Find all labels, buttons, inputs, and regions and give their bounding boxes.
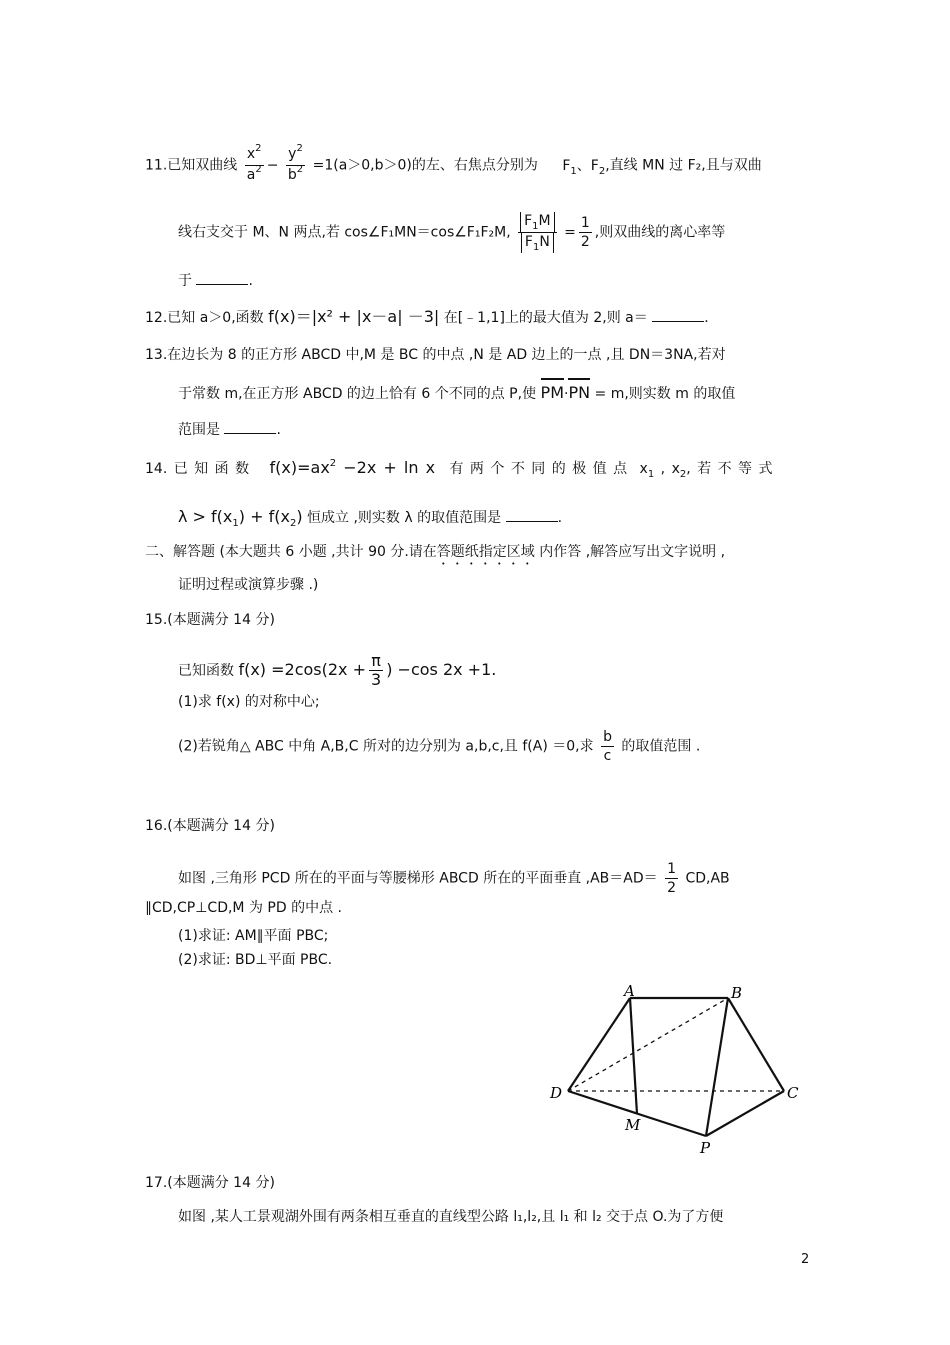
figure-dashed-edges — [568, 998, 784, 1091]
figure-solid-edges — [568, 998, 784, 1136]
q16-p2: (2)求证: BD⊥平面 PBC. — [178, 952, 333, 968]
q14-line1: 14. 已 知 函 数 $f(x)=ax^2 -2x + \ln x$ 有 两 个 不 同 的 极 值 点 $x_1$ , $x_2$, 若 不 等 式 — [145, 458, 773, 480]
q15-p1: (1)求 f(x) 的对称中心; — [178, 694, 320, 710]
q14-line1-b: 有 两 个 不 同 的 极 值 点 — [449, 461, 628, 477]
q11-line1: 11.已知双曲线 $\frac{x^2}{a^2}$ − $\frac{y^2}{b^2}$ =1(a＞0,b＞0)的左、右焦点分别为 $F_1$、$F_2$,直线 MN 过 F₂,且与双曲 — [145, 145, 762, 186]
q14-answer-blank — [506, 507, 558, 522]
q15-func: f(x) =2cos(2x + $\frac{\pi}{3}$ ) −cos 2x +1. — [238, 651, 497, 689]
q15-p2-a: (2)若锐角△ ABC 中角 A,B,C 所对的边分别为 a,b,c,且 f(A) ＝0,求 — [178, 738, 594, 755]
q16-figure — [540, 978, 820, 1163]
q12-rest: 在[﹣1,1]上的最大值为 2,则 a＝ — [443, 310, 648, 326]
label-a: A — [624, 982, 635, 1000]
edge-pc — [706, 1091, 784, 1136]
q13-line1: 13.在边长为 8 的正方形 ABCD 中,M 是 BC 的中点 ,N 是 AD 边上的一点 ,且 DN＝3NA,若对 — [145, 347, 726, 363]
q11-cond: (a＞0,b＞0)的左、右焦点分别为 — [333, 157, 538, 174]
q14-line2: $\lambda > f(x_1) + f(x_2)$ 恒成立 ,则实数 λ 的取值范围是 . — [178, 507, 563, 529]
edge-ad — [568, 998, 630, 1091]
q11-frac-y: $\frac{y^2}{b^2}$ — [287, 143, 304, 183]
q11-prefix: 11.已知双曲线 — [145, 157, 238, 174]
q12-prefix: 12.已知 a＞0,函数 — [145, 310, 264, 326]
label-p: P — [700, 1139, 711, 1157]
q14-line1-c: , 若 不 等 式 — [686, 461, 773, 477]
label-m: M — [625, 1116, 641, 1134]
q14-ineq: $\lambda > f(x_1) + f(x_2)$ — [178, 507, 303, 529]
q16-head: 16.(本题满分 14 分) — [145, 818, 275, 834]
q12-line: 12.已知 a＞0,函数 f(x)＝|x² + |x－a| －3| 在[﹣1,1]上的最大值为 2,则 a＝ . — [145, 307, 709, 326]
q11-line2-a: 线右支交于 M、N 两点,若 — [178, 224, 340, 241]
edge-bc — [728, 998, 784, 1091]
q11-half: $\frac{1}{2}$ — [580, 215, 590, 250]
q14-line2-b: 恒成立 ,则实数 λ 的取值范围是 — [307, 510, 502, 526]
sec2-line1-a: 二、解答题 (本大题共 6 小题 ,共计 90 分.请在 — [145, 544, 437, 560]
q11-line2: 线右支交于 M、N 两点,若 cos∠F₁MN＝cos∠F₁F₂M, $\frac{F_1M}{F_1N}$ = $\frac{1}{2}$ ,则双曲线的离心率等 — [178, 213, 726, 253]
q11-mid: 直线 MN 过 F₂,且与双曲 — [609, 157, 762, 174]
sec2-line1-b: 内作答 ,解答应写出文字说明 , — [539, 544, 726, 560]
q11-line2-b: cos∠F₁MN＝cos∠F₁F₂M, — [344, 224, 511, 241]
q13-line2: 于常数 m,在正方形 ABCD 的边上恰有 6 个不同的点 P,使 PM·PN = m,则实数 m 的取值 — [178, 383, 736, 402]
q11-ratio: $\frac{F_1M}{F_1N}$ — [518, 212, 557, 253]
q16-line1-a: 如图 ,三角形 PCD 所在的平面与等腰梯形 ABCD 所在的平面垂直 ,AB＝AD＝ — [178, 870, 658, 887]
edge-am — [630, 998, 637, 1114]
q14-func: $f(x)=ax^2 -2x + \ln x$ — [269, 458, 436, 477]
q16-line2: ∥CD,CP⊥CD,M 为 PD 的中点 . — [145, 900, 342, 916]
q12-answer-blank — [652, 307, 704, 322]
q16-line1 — [178, 860, 730, 897]
q15-frac-bc: $\frac{b}{c}$ — [603, 729, 612, 764]
label-b: B — [731, 984, 743, 1002]
edge-db-dashed — [568, 998, 728, 1091]
sec2-line2: 证明过程或演算步骤 .) — [178, 577, 319, 593]
q15-p2 — [178, 728, 700, 765]
sec2-line1 — [145, 542, 725, 568]
q13-vec-pn: PN — [568, 383, 591, 402]
q13-answer-blank — [224, 419, 276, 434]
q11-line2-c: ,则双曲线的离心率等 — [594, 224, 726, 241]
page-number: 2 — [801, 1252, 810, 1267]
q11-line3-text: 于 — [178, 273, 192, 289]
sec2-line1-dotted: 答题纸指定区域 — [436, 544, 535, 560]
q13-line2-b: ,则实数 m 的取值 — [624, 386, 736, 402]
q11-frac-x: $\frac{x^2}{a^2}$ — [246, 143, 262, 183]
edge-bp — [706, 998, 728, 1136]
q14-line1-a: 14. 已 知 函 数 — [145, 461, 250, 477]
q15-intro-text: 已知函数 — [178, 663, 234, 679]
q13-line2-a: 于常数 m,在正方形 ABCD 的边上恰有 6 个不同的点 P,使 — [178, 386, 537, 402]
q13-line3-text: 范围是 — [178, 422, 220, 438]
q11-answer-blank — [196, 270, 248, 285]
q13-line3: 范围是 . — [178, 419, 281, 440]
q16-line1-b: CD,AB — [685, 870, 730, 887]
label-c: C — [787, 1084, 799, 1102]
q12-func: f(x)＝|x² + |x－a| －3| — [268, 307, 440, 326]
q11-line3: 于 . — [178, 270, 253, 291]
q16-half: $\frac{1}{2}$ — [667, 861, 677, 896]
label-d: D — [550, 1084, 563, 1102]
q16-p1: (1)求证: AM∥平面 PBC; — [178, 928, 329, 944]
q17-head: 17.(本题满分 14 分) — [145, 1175, 275, 1191]
q15-p2-b: 的取值范围 . — [621, 738, 701, 755]
q17-line1: 如图 ,某人工景观湖外围有两条相互垂直的直线型公路 l₁,l₂,且 l₁ 和 l₂ 交于点 O.为了方便 — [178, 1209, 724, 1225]
q15-intro — [178, 652, 496, 689]
q13-vec-pm: PM — [540, 383, 564, 402]
q15-head: 15.(本题满分 14 分) — [145, 612, 275, 628]
